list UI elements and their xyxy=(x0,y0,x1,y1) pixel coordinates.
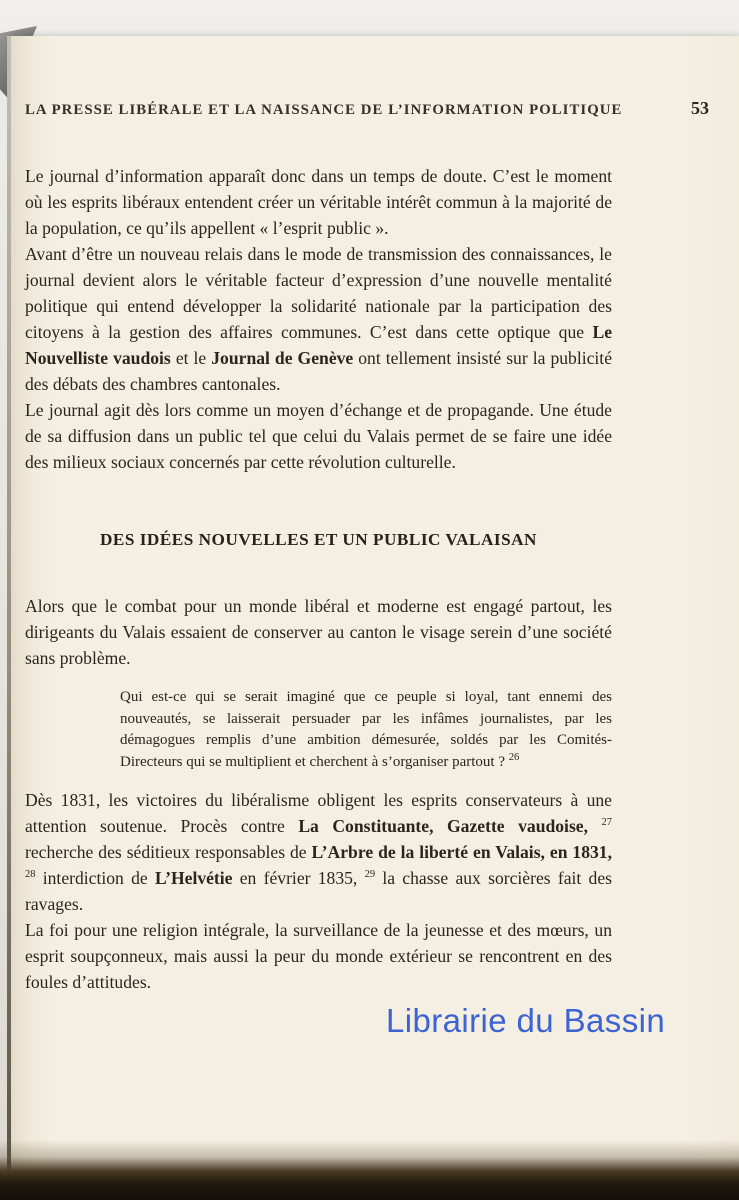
page-body xyxy=(11,119,739,995)
section-heading: DES IDÉES NOUVELLES ET UN PUBLIC VALAISAN xyxy=(100,530,537,549)
bookseller-watermark: Librairie du Bassin xyxy=(386,1002,666,1039)
footnote-ref-29: 29 xyxy=(364,869,376,881)
footnote-ref-28: 28 xyxy=(25,869,36,881)
footnote-ref-26: 26 xyxy=(508,751,520,763)
paragraph-5-text: la chasse aux sorcières fait des ravages. xyxy=(25,868,613,914)
page-number: 53 xyxy=(691,98,709,118)
blockquote xyxy=(120,687,612,773)
paragraph-2-text: ont tellement insisté sur la publicité des débats des chambres cantonales. xyxy=(25,348,613,394)
running-header-title: LA PRESSE LIBÉRALE ET LA NAISSANCE DE L’INFORMATION POLITIQUE xyxy=(25,102,623,118)
footnote-ref-27: 27 xyxy=(601,817,612,829)
paragraph-5-text: interdiction de xyxy=(35,868,155,888)
paragraph-5-text: recherche des séditieux responsables de xyxy=(25,842,312,862)
paragraph-6: La foi pour une religion intégrale, la surveillance de la jeunesse et des mœurs, un esprit soupçonneux, mais aussi la peur du monde extérieur se rencontrent en des foules d’attitudes. xyxy=(25,920,612,992)
page-bottom-shadow xyxy=(0,1140,739,1200)
paragraph-5-text: en février 1835, xyxy=(232,868,365,888)
title-arbre-de-la-liberte: L’Arbre de la liberté en Valais, en 1831, xyxy=(311,842,613,862)
title-l-helvetie: L’Helvétie xyxy=(154,868,233,888)
title-la-constituante-gazette-vaudoise: La Constituante, Gazette vaudoise, xyxy=(298,816,588,836)
paragraph-5-text: Dès 1831, les victoires du libéralisme obligent les esprits conservateurs à une attention soutenue. Procès contre xyxy=(25,790,612,836)
paragraph-1: Le journal d’information apparaît donc dans un temps de doute. C’est le moment où les esprits libéraux entendent créer un véritable intérêt commun à la majorité de la population, ce qu’ils appellent « l’esprit public ». xyxy=(25,166,612,238)
blockquote-text: Qui est-ce qui se serait imaginé que ce peuple si loyal, tant ennemi des nouveautés, se laisserait persuader par les infâmes journalistes, par les démagogues remplis d’une ambition démesurée, soldés par les Comités-Directeurs qui se multiplient et cherchent à s’organiser partout ? xyxy=(120,689,612,770)
paragraph-5 xyxy=(25,787,612,917)
running-header xyxy=(11,36,739,119)
paragraph-3: Le journal agit dès lors comme un moyen d’échange et de propagande. Une étude de sa diffusion dans un public tel que celui du Valais permet de se faire une idée des milieux sociaux concernés par cette révolution culturelle. xyxy=(25,400,612,472)
paragraph-2-text: et le xyxy=(170,348,212,368)
paragraph-2-text: Avant d’être un nouveau relais dans le mode de transmission des connaissances, le journal devient alors le véritable facteur d’expression d’une nouvelle mentalité politique qui entend développer la solidarité nationale par la participation des citoyens à la gestion des affaires communes. C’est dans cette optique que xyxy=(25,244,612,342)
title-journal-de-geneve: Journal de Genève xyxy=(211,348,354,368)
paragraph-4: Alors que le combat pour un monde libéral et moderne est engagé partout, les dirigeants du Valais essaient de conserver au canton le visage serein d’une société sans problème. xyxy=(25,596,612,668)
title-le-nouvelliste-vaudois: Le Nouvelliste vaudois xyxy=(25,322,612,368)
paragraph-2 xyxy=(25,241,612,397)
book-page xyxy=(11,36,739,1170)
